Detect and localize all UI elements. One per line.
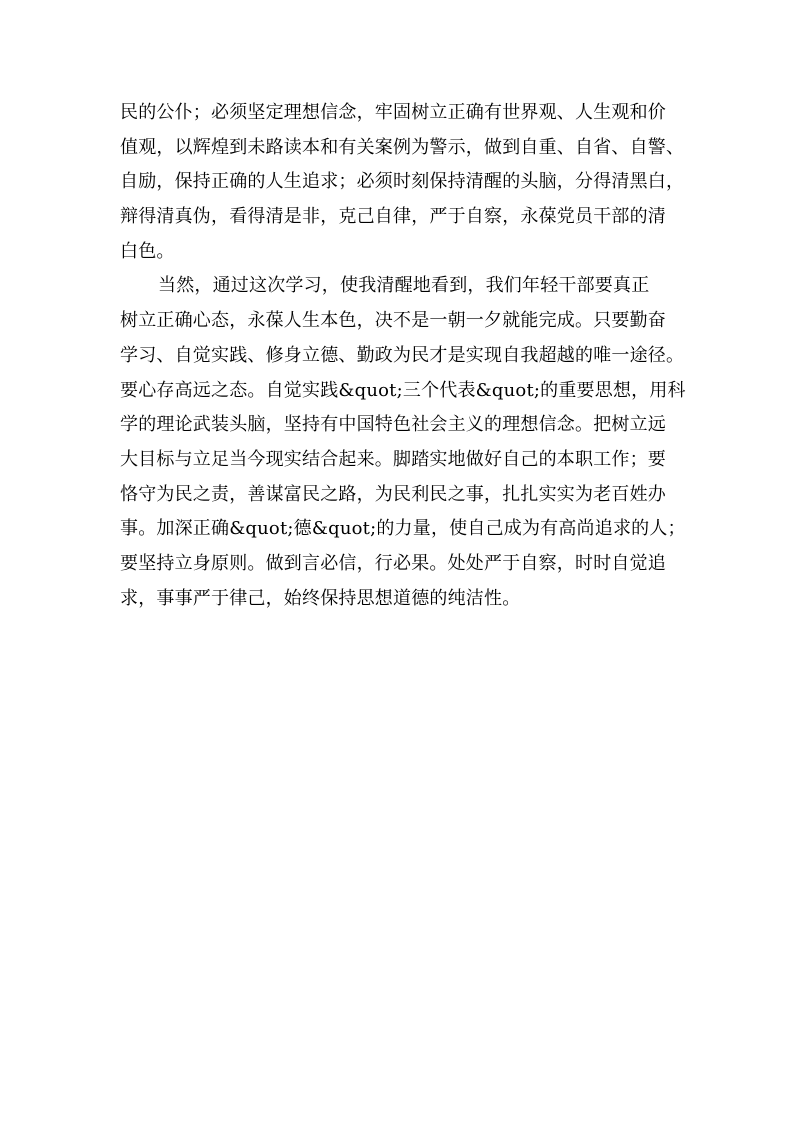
text-line: 大目标与立足当今现实结合起来。脚踏实地做好自己的本职工作；要 bbox=[120, 448, 666, 470]
text-line: 要坚持立身原则。做到言必信，行必果。处处严于自察，时时自觉追 bbox=[120, 552, 666, 574]
text-line: 自励，保持正确的人生追求；必须时刻保持清醒的头脑，分得清黑白， bbox=[120, 171, 685, 193]
document-body bbox=[120, 98, 686, 618]
text-line: 辩得清真伪，看得清是非，克己自律，严于自察，永葆党员干部的清 bbox=[120, 206, 666, 228]
text-line: 求，事事严于律己，始终保持思想道德的纯洁性。 bbox=[120, 587, 521, 609]
paragraph-2 bbox=[120, 271, 686, 618]
paragraph-1 bbox=[120, 98, 685, 271]
text-line: 白色。 bbox=[120, 240, 175, 262]
text-line: 民的公仆；必须坚定理想信念，牢固树立正确有世界观、人生观和价 bbox=[120, 102, 666, 123]
text-line: 当然，通过这次学习，使我清醒地看到，我们年轻干部要真正 bbox=[158, 275, 650, 297]
text-line: 恪守为民之责，善谋富民之路，为民利民之事，扎扎实实为老百姓办 bbox=[120, 483, 666, 505]
text-line: 学的理论武装头脑，坚持有中国特色社会主义的理想信念。把树立远 bbox=[120, 414, 666, 436]
text-line: 树立正确心态，永葆人生本色，决不是一朝一夕就能完成。只要勤奋 bbox=[120, 310, 666, 332]
text-line: 值观，以辉煌到未路读本和有关案例为警示，做到自重、自省、自警、 bbox=[120, 136, 685, 158]
text-line: 学习、自觉实践、修身立德、勤政为民才是实现自我超越的唯一途径。 bbox=[120, 344, 685, 366]
text-line: 事。加深正确&quot;德&quot;的力量，使自己成为有高尚追求的人； bbox=[120, 518, 686, 540]
text-line: 要心存高远之态。自觉实践&quot;三个代表&quot;的重要思想，用科 bbox=[120, 379, 686, 401]
